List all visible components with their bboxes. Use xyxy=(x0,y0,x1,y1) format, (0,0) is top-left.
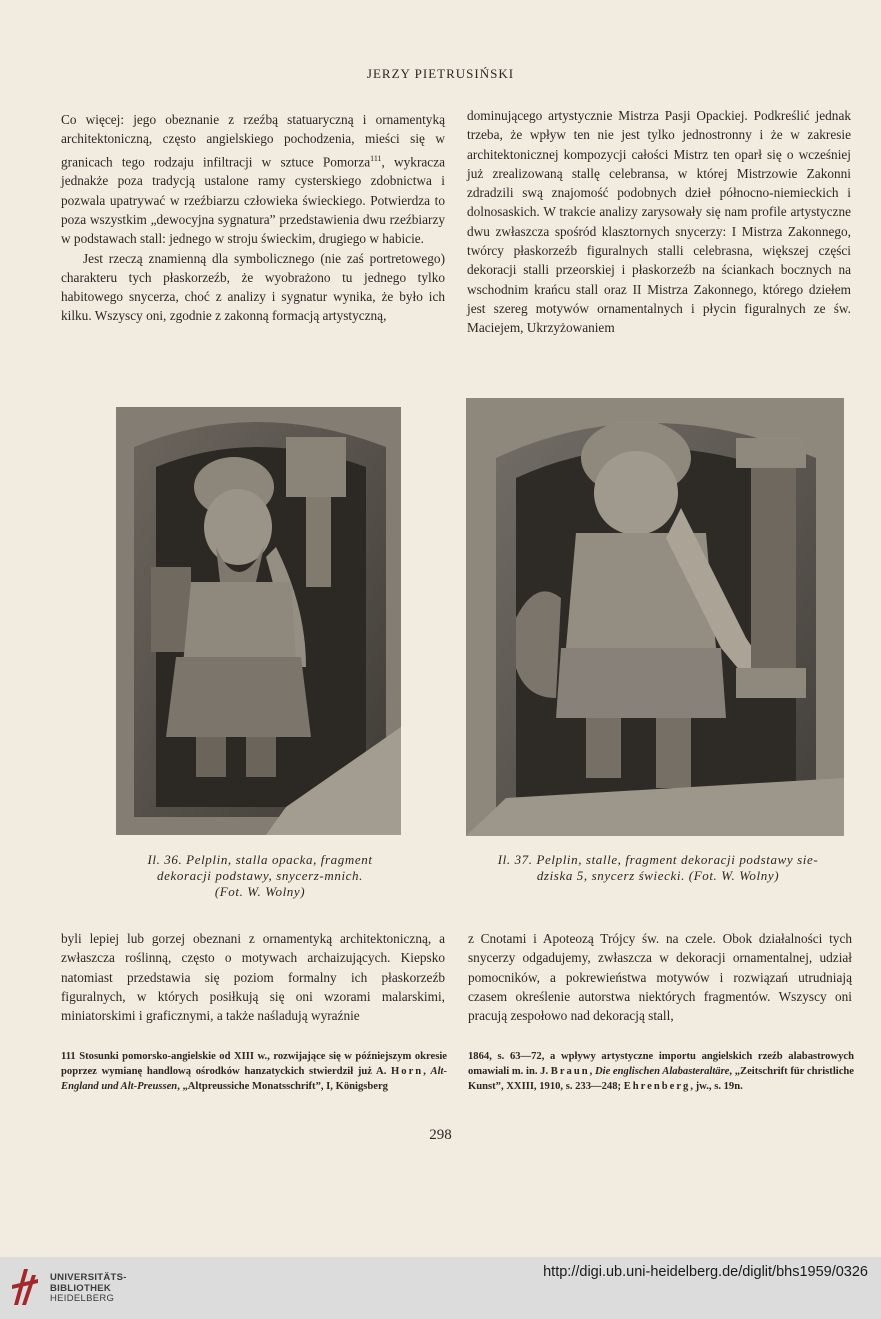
heidelberg-logo-icon[interactable] xyxy=(10,1265,42,1309)
page-number: 298 xyxy=(429,1127,452,1143)
footnote-right: 1864, s. 63—72, a wpływy artystyczne importu angielskich rzeźb alabastrowych omawiali m. in. J. Braun, Die englischen Alabasteraltäre, „Zeitschrift für christliche Kunst”, XXIII, 1910, s. 233—248; Ehrenberg, jw., s. 19n. xyxy=(468,1051,854,1092)
photo-monk-carver xyxy=(116,407,401,835)
figure-caption-36: Il. 36. Pelplin, stalla opacka, fragment dekoracji podstawy, snycerz-mnich. (Fot. W. Wolny) xyxy=(147,852,373,899)
library-name: UNIVERSITÄTS- BIBLIOTHEK HEIDELBERG xyxy=(50,1272,127,1304)
column-right-bottom xyxy=(468,929,852,1025)
page-url-link[interactable]: http://digi.ub.uni-heidelberg.de/diglit/bhs1959/0326 xyxy=(543,1264,868,1280)
column-right-top xyxy=(467,106,851,338)
library-footer xyxy=(0,1257,881,1319)
footnote-left: 111 Stosunki pomorsko-angielskie od XIII w., rozwijające się w późniejszym okresie poprzez wymianę handlową ośrodków hanzatyckich stwierdził już A. Horn, Alt-England und Alt-Preussen, „Altpreussiche Monatsschrift”, I, Königsberg xyxy=(61,1051,447,1092)
paragraph: z Cnotami i Apoteozą Trójcy św. na czele. Obok działalności tych snycerzy odgadujemy, zwłaszcza w dekoracji ornamentalnej, udział pomocników, a pokrewieństwa motywów i rozwiązań utrudniają czasem określenie autorstwa niektórych fragmentów. Wszyscy oni pracują zespołowo nad dekoracją stall, xyxy=(468,931,852,1024)
paragraph: Jest rzeczą znamienną dla symbolicznego (nie zaś portretowego) charakteru tych płaskorzeźb, że wyobrażono tu jednego tylko habitowego snycerza, choć z analizy i sygnatur wynika, że było ich kilku. Wszyscy oni, zgodnie z zakonną formacją artystyczną, xyxy=(61,250,445,324)
figure-caption-37: Il. 37. Pelplin, stalle, fragment dekoracji podstawy sie- dziska 5, snycerz świecki. (Fot. W. Wolny) xyxy=(497,852,819,883)
paragraph: byli lepiej lub gorzej obeznani z ornamentyką architektoniczną, a zwłaszcza roślinną, często o motywach archaizujących. Kiepsko natomiast przedstawia się poziom formalny ich płaskorzeźb figuralnych, w których posiłkują się oni wzorami malarskimi, miniatorskimi i graficznymi, a także naśladują wyraźnie xyxy=(61,931,445,1024)
footnote-ref[interactable]: 111 xyxy=(370,153,382,163)
running-header: JERZY PIETRUSIŃSKI xyxy=(366,66,515,81)
paragraph: dominującego artystycznie Mistrza Pasji Opackiej. Podkreślić jednak trzeba, że wpływ ten nie jest tylko jednostronny i że w zakresie architektonicznej kompozycji całości Mistrz ten oparł się o wcześniej już zrealizowaną stallę celebransa, w której Mistrzowie Zakonni zdradzili swą znajomość podobnych dzieł północno-niemieckich i dolnosaskich. W trakcie analizy zarysowały się nam profile artystyczne dwu zwłaszcza spośród klasztornych snycerzy: I Mistrza Zakonnego, twórcy płaskorzeźb figuralnych stalli celebrasna, większej części dekoracji stalli przeorskiej i płaskorzeźb na ściankach bocznych na wschodnim krańcu stall oraz II Mistrza Zakonnego, którego dziełem jest szereg motywów ornamentalnych i płycin figuralnych ze św. Maciejem, Ukrzyżowaniem xyxy=(467,108,851,336)
column-left-bottom xyxy=(61,929,445,1025)
photo-secular-carver xyxy=(466,398,844,836)
paragraph: Co więcej: jego obeznanie z rzeźbą statuaryczną i ornamentyką architektoniczną, często angielskiego pochodzenia, mieści się w granicach tego rodzaju infiltracji w sztuce Pomorza$^{111}$, wykracza jednakże poza tradycją ustalone ramy cysterskiego zdobnictwa i pozwala upatrywać w rzeźbiarzu człowieka świeckiego. Potwierdza to poza wszystkim „dewocyjna sygnatura” przedstawienia dwu rzeźbiarzy w podstawach stall: jednego w stroju świeckim, drugiego w habicie. xyxy=(61,112,445,247)
relief-image xyxy=(116,407,401,835)
relief-image xyxy=(466,398,844,836)
column-left-top xyxy=(61,110,445,326)
